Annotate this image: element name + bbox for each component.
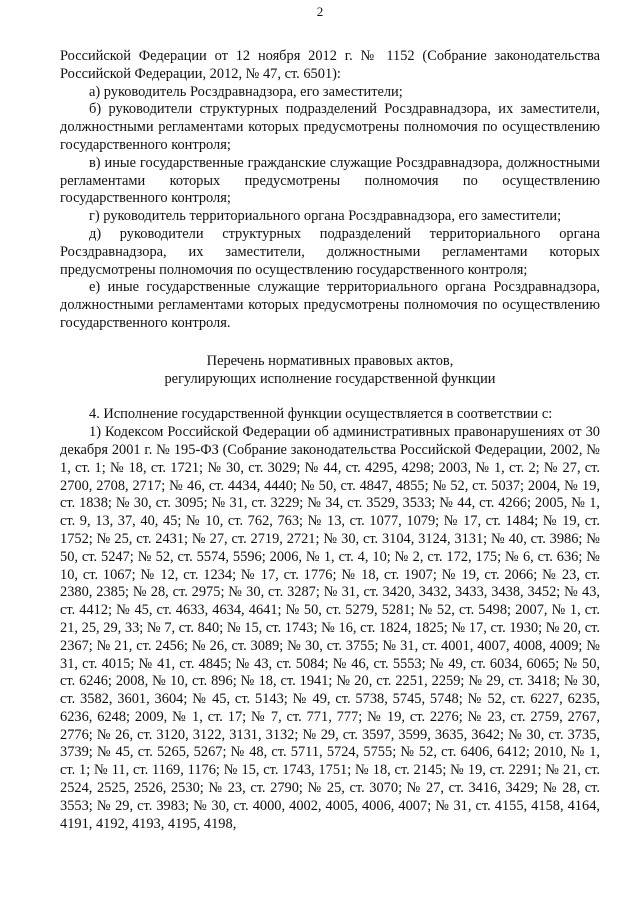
paragraph: а) руководитель Росздравнадзора, его заместители;	[89, 83, 403, 100]
paragraph: 1) Кодексом Российской Федерации об административных правонарушениях от 30 декабря 2001 г. № 195-ФЗ (Собрание законодательства Российской Федерации, 2002, № 1, ст. 1; № 18, ст. 1721; № 30, ст. 3029; № 44, ст. 4295, 4298; 2003, № 1, ст. 2; № 27, ст. 2700, 2708, 2717; № 46, ст. 4434, 4440; № 50, ст. 4847, 4855; № 52, ст. 5037; 2004, № 19, ст. 1838; № 30, ст. 3095; № 31, ст. 3229; № 34, ст. 3529, 3533; № 44, ст. 4266; 2005, № 1, ст. 9, 13, 37, 40, 45; № 10, ст. 762, 763; № 13, ст. 1077, 1079; № 17, ст. 1484; № 19, ст. 1752; № 25, ст. 2431; № 27, ст. 2719, 2721; № 30, ст. 3104, 3124, 3131; № 40, ст. 3986; № 50, ст. 5247; № 52, ст. 5574, 5596; 2006, № 1, ст. 4, 10; № 2, ст. 172, 175; № 6, ст. 636; № 10, ст. 1067; № 12, ст. 1234; № 17, ст. 1776; № 18, ст. 1907; № 19, ст. 2066; № 23, ст. 2380, 2385; № 28, ст. 2975; № 30, ст. 3287; № 31, ст. 3420, 3432, 3433, 3438, 3452; № 43, ст. 4412; № 45, ст. 4633, 4634, 4641; № 50, ст. 5279, 5281; № 52, ст. 5498; 2007, № 1, ст. 21, 25, 29, 33; № 7, ст. 840; № 15, ст. 1743; № 16, ст. 1824, 1825; № 17, ст. 1930; № 20, ст. 2367; № 21, ст. 2456; № 26, ст. 3089; № 30, ст. 3755; № 31, ст. 4001, 4007, 4008, 4009; № 31, ст. 4015; № 41, ст. 4845; № 43, ст. 5084; № 46, ст. 5553; № 49, ст. 6034, 6065; № 50, ст. 6246; 2008, № 10, ст. 896; № 18, ст. 1941; № 20, ст. 2251, 2259; № 29, ст. 3418; № 30, ст. 3582, 3601, 3604; № 45, ст. 5143; № 49, ст. 5738, 5745, 5748; № 52, ст. 6227, 6235, 6236, 6248; 2009, № 1, ст. 17; № 7, ст. 771, 777; № 19, ст. 2276; № 23, ст. 2759, 2767, 2776; № 26, ст. 3120, 3122, 3131, 3132; № 29, ст. 3597, 3599, 3635, 3642; № 30, ст. 3735, 3739; № 45, ст. 5265, 5267; № 48, ст. 5711, 5724, 5755; № 52, ст. 6406, 6412; 2010, № 1, ст. 1; № 11, ст. 1169, 1176; № 15, ст. 1743, 1751; № 18, ст. 2145; № 19, ст. 2291; № 21, ст. 2524, 2525, 2526, 2530; № 23, ст. 2790; № 25, ст. 3070; № 27, ст. 3416, 3429; № 28, ст. 3553; № 29, ст. 3983; № 30, ст. 4000, 4002, 4005, 4006, 4007; № 31, ст. 4155, 4158, 4164, 4191, 4192, 4193, 4195, 4198,	[60, 424, 600, 832]
paragraph: б) руководители структурных подразделений Росздравнадзора, их заместители, должностными регламентами которых предусмотрены полномочия по осуществлению государственного контроля;	[60, 101, 600, 153]
legal-acts-list	[60, 406, 600, 833]
paragraph: д) руководители структурных подразделений территориального органа Росздравнадзора, их заместители, должностными регламентами которых предусмотрены полномочия по осуществлению государственного контроля;	[60, 225, 600, 278]
document-body	[60, 48, 600, 833]
page-number: 2	[316, 4, 324, 19]
paragraph: 4. Исполнение государственной функции осуществляется в соответствии с:	[89, 406, 553, 423]
heading-line-2: регулирующих исполнение государственной функции	[164, 370, 496, 387]
paragraph: г) руководитель территориального органа Росздравнадзора, его заместители;	[89, 208, 562, 225]
authorized-officials-list	[60, 48, 600, 333]
heading-line-1: Перечень нормативных правовых актов,	[206, 352, 454, 369]
paragraph: е) иные государственные служащие территориального органа Росздравнадзора, должностными регламентами которых предусмотрены полномочия по осуществлению государственного контроля.	[60, 279, 600, 331]
paragraph: в) иные государственные гражданские служащие Росздравнадзора, должностными регламентами которых предусмотрены полномочия по осуществлению государственного контроля;	[60, 154, 600, 207]
paragraph: Российской Федерации от 12 ноября 2012 г. № 1152 (Собрание законодательства Российской Федерации, 2012, № 47, ст. 6501):	[60, 48, 600, 82]
section-heading	[60, 353, 600, 389]
